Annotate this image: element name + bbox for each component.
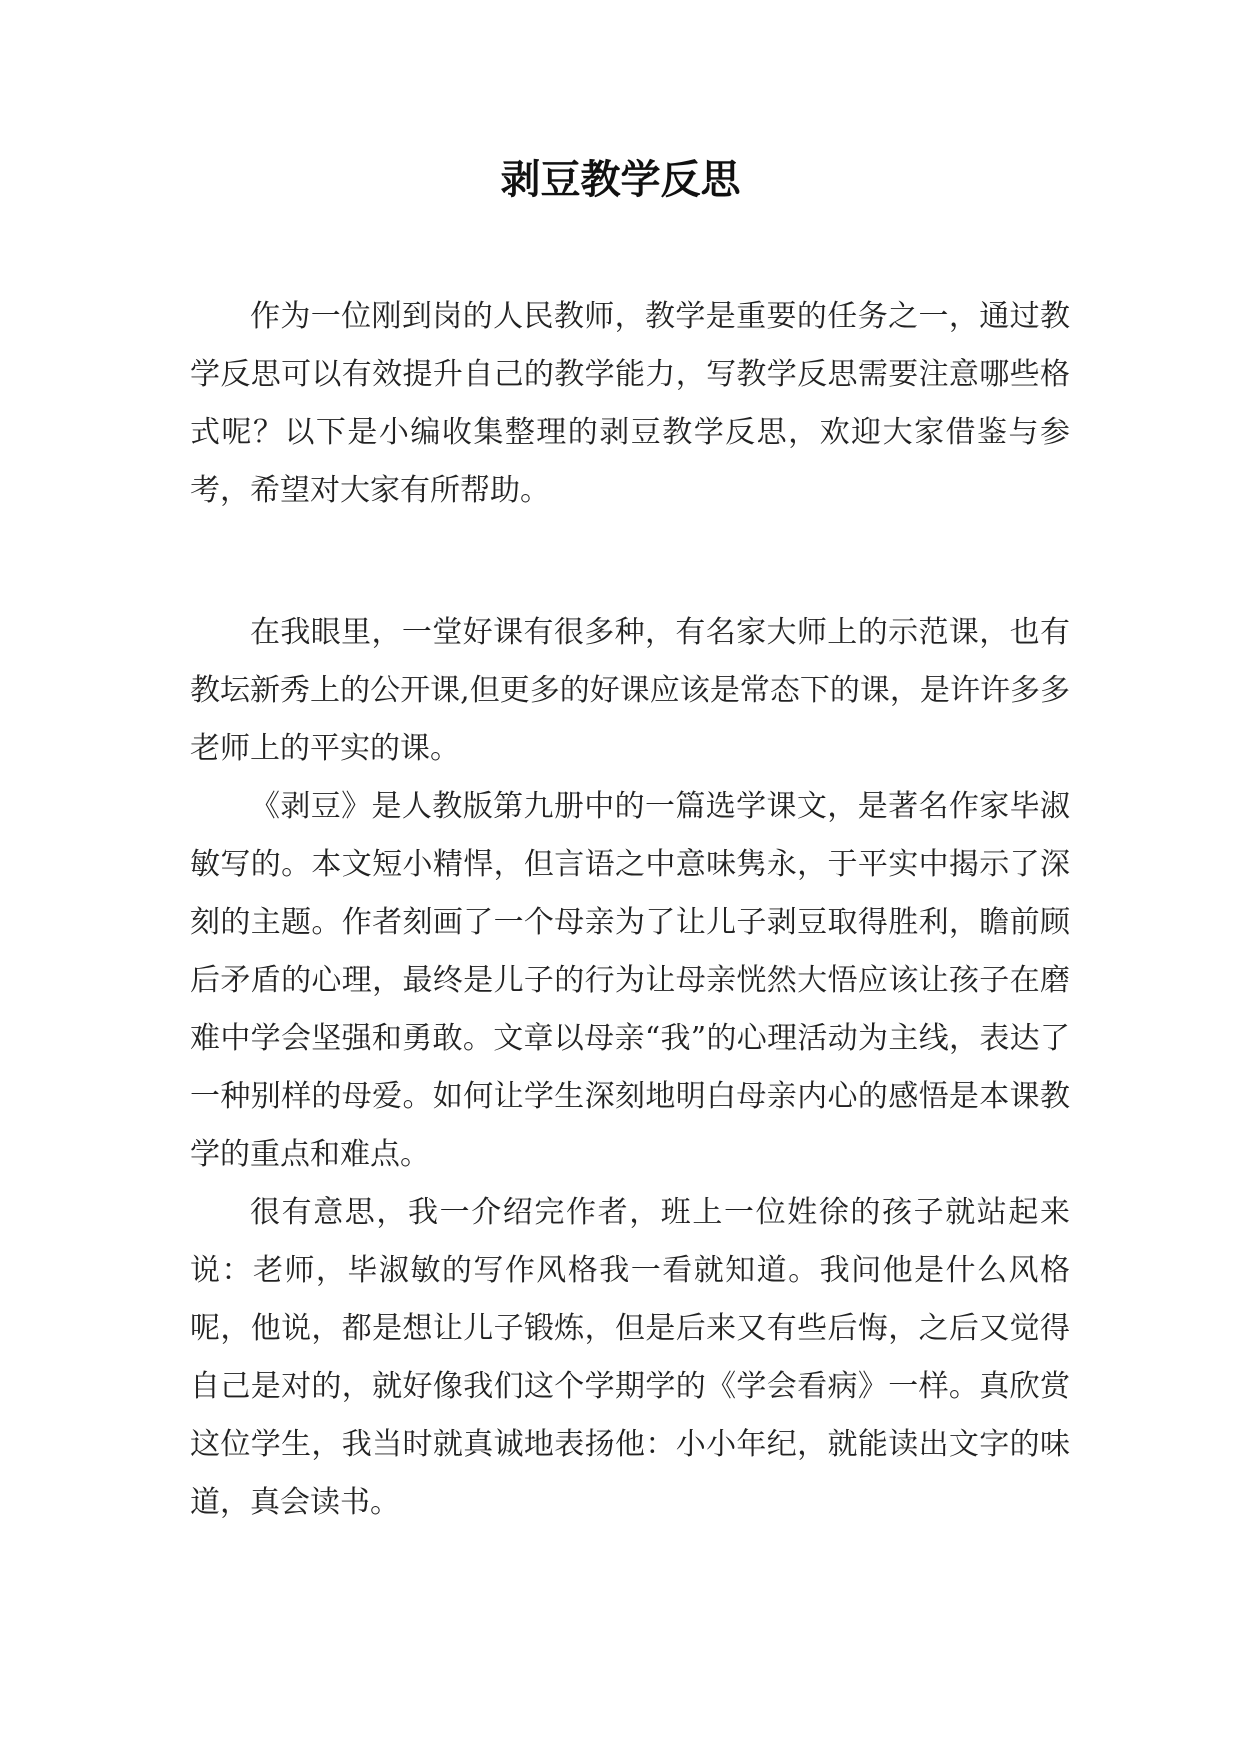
body-paragraph-1: 在我眼里，一堂好课有很多种，有名家大师上的示范课，也有教坛新秀上的公开课,但更多的好课应该是常态下的课，是许许多多老师上的平实的课。 <box>190 615 1070 766</box>
body-paragraph-2: 《剥豆》是人教版第九册中的一篇选学课文，是著名作家毕淑敏写的。本文短小精悍，但言语之中意味隽永，于平实中揭示了深刻的主题。作者刻画了一个母亲为了让儿子剥豆取得胜利，瞻前顾后矛盾的心理，最终是儿子的行为让母亲恍然大悟应该让孩子在磨难中学会坚强和勇敢。文章以母亲“我”的心理活动为主线，表达了一种别样的母爱。如何让学生深刻地明白母亲内心的感悟是本课教学的重点和难点。 <box>190 789 1070 1172</box>
body-section <box>190 604 1070 1532</box>
intro-section <box>190 288 1070 520</box>
intro-paragraph: 作为一位刚到岗的人民教师，教学是重要的任务之一，通过教学反思可以有效提升自己的教学能力，写教学反思需要注意哪些格式呢？以下是小编收集整理的剥豆教学反思，欢迎大家借鉴与参考，希望对大家有所帮助。 <box>190 299 1070 508</box>
document-title: 剥豆教学反思 <box>500 157 741 203</box>
body-paragraph-3: 很有意思，我一介绍完作者，班上一位姓徐的孩子就站起来说：老师，毕淑敏的写作风格我一看就知道。我问他是什么风格呢，他说，都是想让儿子锻炼，但是后来又有些后悔，之后又觉得自己是对的，就好像我们这个学期学的《学会看病》一样。真欣赏这位学生，我当时就真诚地表扬他：小小年纪，就能读出文字的味道，真会读书。 <box>190 1195 1070 1520</box>
